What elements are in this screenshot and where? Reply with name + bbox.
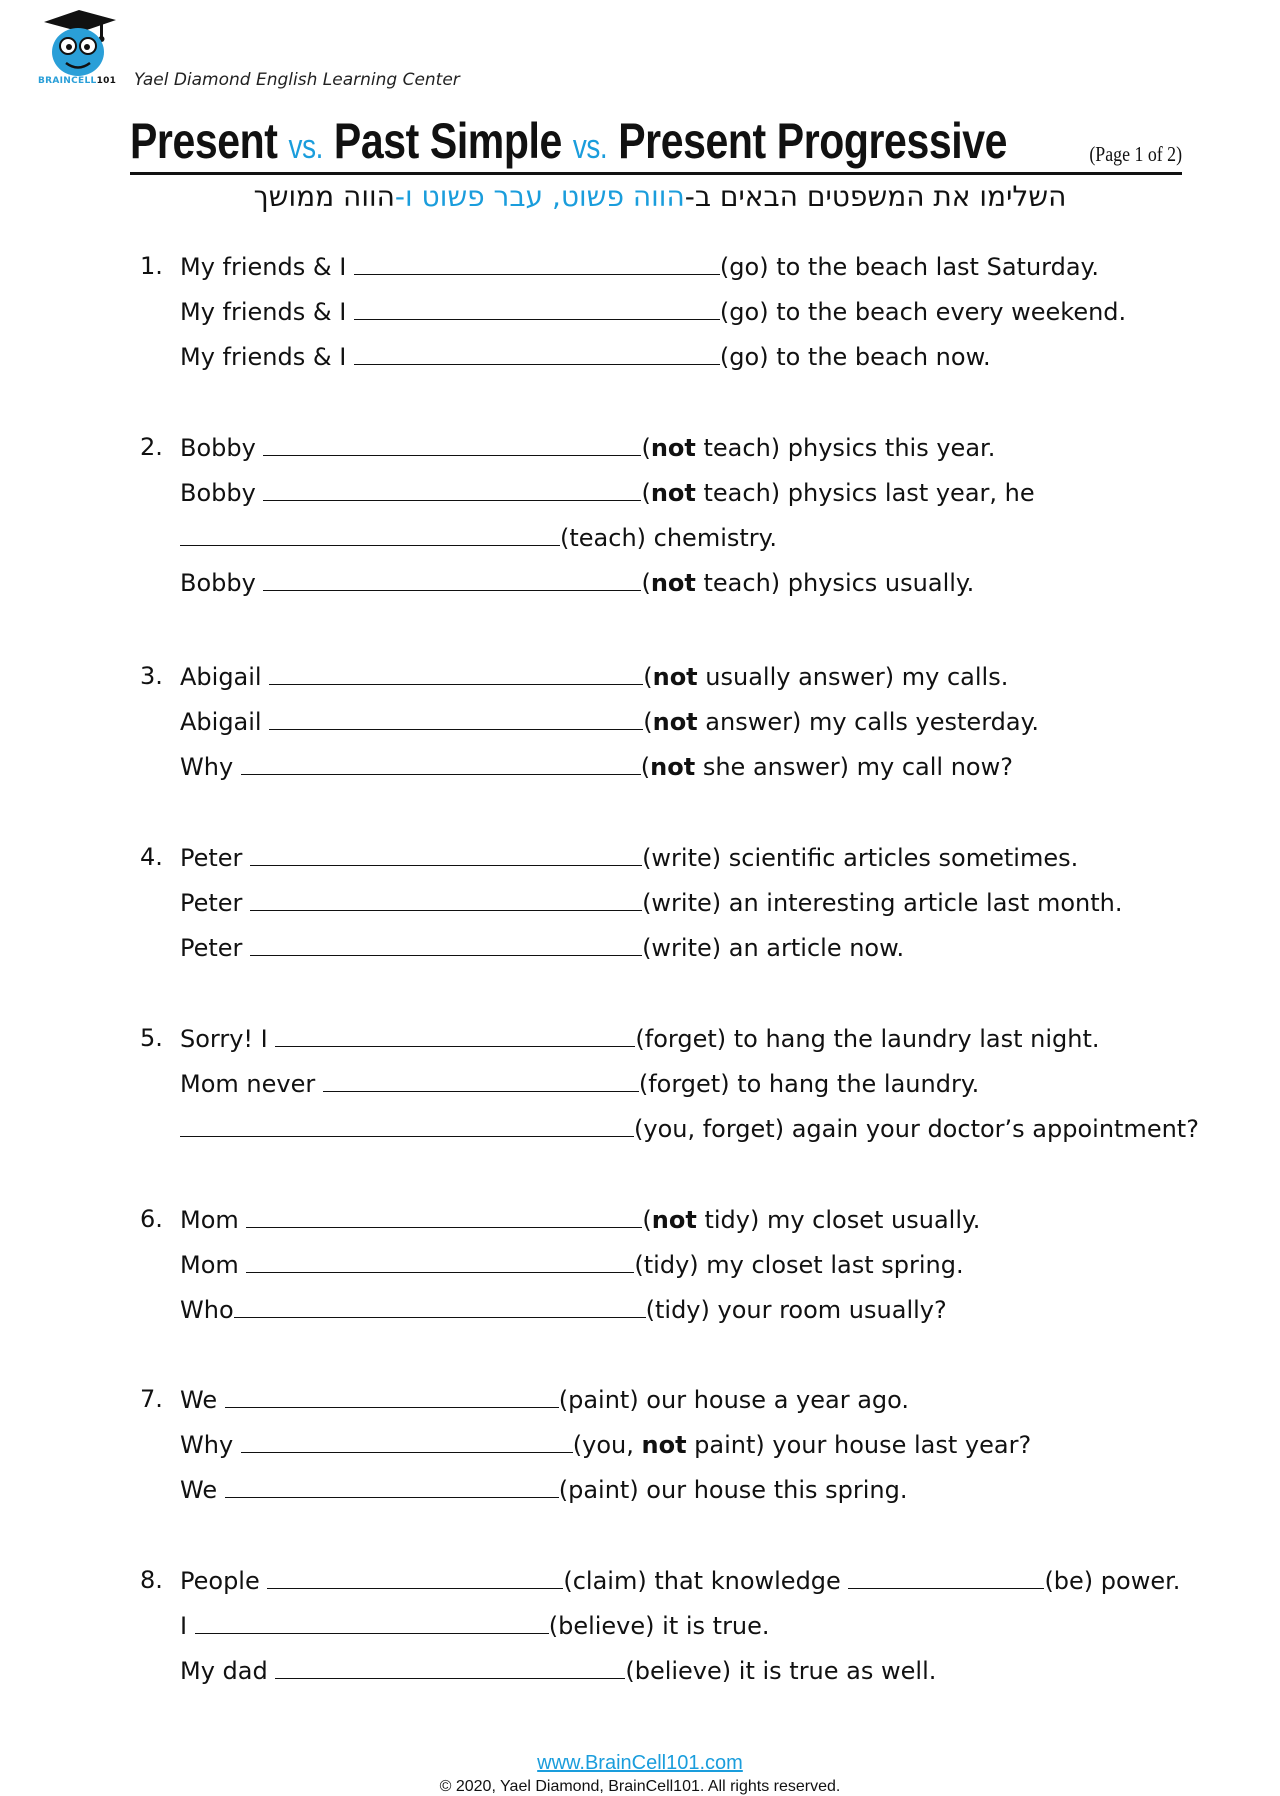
answer-blank[interactable]: [241, 1430, 573, 1453]
answer-blank[interactable]: [246, 1205, 642, 1228]
answer-blank[interactable]: [250, 933, 642, 956]
answer-blank[interactable]: [267, 1566, 563, 1589]
answer-blank[interactable]: [195, 1611, 549, 1634]
answer-blank[interactable]: [180, 1114, 634, 1137]
answer-blank[interactable]: [354, 252, 720, 275]
answer-blank[interactable]: [263, 433, 641, 456]
answer-blank[interactable]: [234, 1295, 646, 1318]
answer-blank[interactable]: [269, 662, 643, 685]
title-bar: [130, 112, 1182, 175]
answer-blank[interactable]: [263, 478, 641, 501]
answer-blank[interactable]: [848, 1566, 1044, 1589]
answer-blank[interactable]: [269, 707, 643, 730]
brand-label: BRAINCELL101: [38, 76, 117, 86]
page-number: (Page 1 of 2): [1089, 142, 1182, 166]
answer-blank[interactable]: [323, 1069, 639, 1092]
answer-blank[interactable]: [354, 297, 720, 320]
header: [38, 8, 538, 93]
copyright: © 2020, Yael Diamond, BrainCell101. All rights reserved.: [439, 1778, 841, 1795]
answer-blank[interactable]: [250, 843, 642, 866]
answer-blank[interactable]: [250, 888, 642, 911]
website-link[interactable]: www.BrainCell101.com: [537, 1752, 743, 1774]
page-title: Present vs. Past Simple vs. Present Progressive: [130, 113, 1008, 169]
answer-blank[interactable]: [180, 523, 560, 546]
center-name: Yael Diamond English Learning Center: [134, 70, 460, 90]
answer-blank[interactable]: [263, 568, 641, 591]
answer-blank[interactable]: [275, 1024, 635, 1047]
answer-blank[interactable]: [241, 752, 641, 775]
footer: [0, 1752, 1280, 1775]
answer-blank[interactable]: [225, 1475, 559, 1498]
answer-blank[interactable]: [354, 342, 720, 365]
answer-blank[interactable]: [275, 1656, 625, 1679]
hebrew-instructions: השלימו את המשפטים הבאים ב-הווה פשוט, עבר פשוט ו-הווה ממושך: [253, 180, 1067, 213]
answer-blank[interactable]: [246, 1250, 634, 1273]
answer-blank[interactable]: [225, 1385, 559, 1408]
